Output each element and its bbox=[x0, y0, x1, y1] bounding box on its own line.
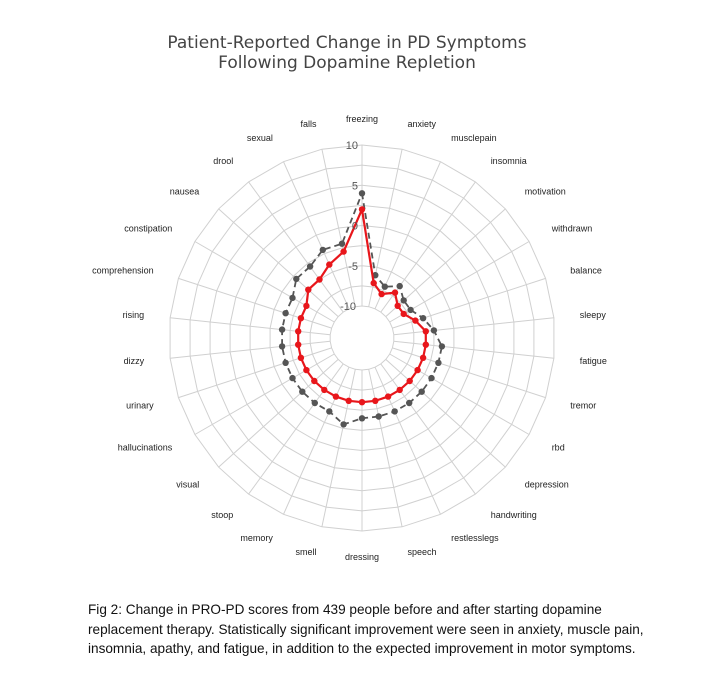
grid-spoke bbox=[369, 369, 402, 527]
series-2-point-stoop bbox=[321, 387, 327, 393]
axis-label-hallucinations: hallucinations bbox=[117, 442, 173, 453]
series-2-point-drool bbox=[316, 276, 322, 282]
caption-line-1: Fig 2: Change in PRO-PD scores from 439 people before and after starting dopamine bbox=[88, 602, 602, 617]
radial-tick-label: 0 bbox=[351, 220, 358, 233]
grid-spoke bbox=[195, 354, 334, 435]
series-1-point-freezing bbox=[359, 190, 365, 196]
series-1-point-rbd bbox=[428, 375, 434, 381]
axis-label-depression: depression bbox=[524, 479, 569, 490]
series-1-point-balance bbox=[420, 315, 426, 321]
series-1-point-withdrawn bbox=[407, 307, 413, 313]
caption-line-2: replacement therapy. Statistically significant improvement were seen in anxiety, muscle pain, bbox=[88, 621, 644, 637]
series-1-point-constipation bbox=[289, 295, 295, 301]
grid-spoke bbox=[284, 367, 350, 514]
axis-label-anxiety: anxiety bbox=[407, 118, 437, 129]
axis-label-tremor: tremor bbox=[570, 400, 597, 411]
grid-spoke bbox=[381, 364, 476, 494]
axis-label-smell: smell bbox=[295, 547, 317, 558]
series-2-point-sleepy bbox=[423, 328, 429, 334]
grid-spoke bbox=[322, 149, 355, 307]
axis-label-urinary: urinary bbox=[126, 400, 154, 411]
series-1-point-visual bbox=[299, 389, 305, 395]
grid-spoke bbox=[284, 162, 350, 309]
figure-caption bbox=[88, 600, 688, 659]
axis-label-fatigue: fatigue bbox=[579, 355, 607, 366]
grid-spoke bbox=[375, 367, 441, 514]
series-2-point-constipation bbox=[303, 303, 309, 309]
series-2-point-rising bbox=[295, 328, 301, 334]
axis-label-falls: falls bbox=[300, 118, 317, 129]
axis-label-speech: speech bbox=[407, 547, 437, 558]
series-1-point-comprehension bbox=[282, 310, 288, 316]
series-1-point-dressing bbox=[359, 415, 365, 421]
axis-label-dizzy: dizzy bbox=[123, 355, 145, 366]
series-2-point-sexual bbox=[326, 261, 332, 267]
axis-label-drool: drool bbox=[213, 155, 234, 166]
grid-spoke bbox=[322, 369, 355, 527]
series-2-point-smell bbox=[346, 398, 352, 404]
series-1-point-stoop bbox=[312, 400, 318, 406]
axis-label-stoop: stoop bbox=[211, 510, 234, 521]
axis-label-insomnia: insomnia bbox=[490, 155, 527, 166]
series-2-point-visual bbox=[311, 378, 317, 384]
axis-label-memory: memory bbox=[240, 533, 273, 544]
axis-label-rising: rising bbox=[122, 310, 145, 321]
series-2-point-balance bbox=[412, 317, 418, 323]
series-1-point-rising bbox=[279, 326, 285, 332]
series-2-point-dizzy bbox=[295, 342, 301, 348]
chart-title-line-1: Patient-Reported Change in PD Symptoms bbox=[167, 33, 527, 53]
series-1-point-tremor bbox=[435, 360, 441, 366]
series-1-point-restlesslegs bbox=[392, 408, 398, 414]
series-2-point-anxiety bbox=[371, 280, 377, 286]
series-1-point-sexual bbox=[320, 247, 326, 253]
series-1-point-speech bbox=[376, 413, 382, 419]
axis-label-motivation: motivation bbox=[524, 186, 566, 197]
radar-grid bbox=[170, 145, 554, 531]
grid-spoke bbox=[390, 354, 529, 435]
series-1-point-sleepy bbox=[431, 327, 437, 333]
axis-label-freezing: freezing bbox=[345, 114, 379, 124]
series-2-point-handwriting bbox=[397, 387, 403, 393]
series-1-point-depression bbox=[419, 389, 425, 395]
series-2-point-fatigue bbox=[423, 342, 429, 348]
radial-tick-label: 10 bbox=[345, 140, 358, 152]
caption-line-3: insomnia, apathy, and fatigue, in addition to the expected improvement in motor symptoms. bbox=[88, 641, 636, 656]
axis-label-restlesslegs: restlesslegs bbox=[451, 533, 499, 544]
series-2-point-hallucinations bbox=[303, 367, 309, 373]
series-1-point-memory bbox=[326, 408, 332, 414]
series-2-point-falls bbox=[340, 248, 346, 254]
series-1-point-drool bbox=[307, 263, 313, 269]
radial-tick-label: -5 bbox=[348, 260, 358, 273]
series-1-point-dizzy bbox=[279, 343, 285, 349]
radial-tick-label: -10 bbox=[340, 301, 356, 313]
series-1-point-musclepain bbox=[382, 284, 388, 290]
radial-tick-label: 5 bbox=[351, 180, 358, 193]
series-2-point-freezing bbox=[359, 206, 365, 212]
series-1-point-falls bbox=[339, 241, 345, 247]
series-1-point-hallucinations bbox=[289, 375, 295, 381]
axis-label-withdrawn: withdrawn bbox=[551, 223, 593, 234]
series-2-point-rbd bbox=[414, 367, 420, 373]
series-1-point-nausea bbox=[293, 276, 299, 282]
axis-label-constipation: constipation bbox=[124, 223, 173, 234]
series-2-point-comprehension bbox=[298, 315, 304, 321]
axis-label-dressing: dressing bbox=[344, 552, 380, 562]
series-2-point-tremor bbox=[420, 355, 426, 361]
series-2-point-restlesslegs bbox=[385, 393, 391, 399]
series-2-point-insomnia bbox=[392, 289, 398, 295]
grid-spoke bbox=[249, 364, 344, 494]
grid-ring bbox=[330, 306, 394, 370]
series-2-point-motivation bbox=[395, 303, 401, 309]
series-2-point-withdrawn bbox=[401, 311, 407, 317]
series-2-point-depression bbox=[407, 378, 413, 384]
series-2-point-musclepain bbox=[378, 291, 384, 297]
axis-label-nausea: nausea bbox=[169, 186, 200, 197]
axis-label-musclepain: musclepain bbox=[451, 132, 497, 143]
series-1-point-smell bbox=[340, 421, 346, 427]
axis-label-balance: balance bbox=[570, 265, 602, 276]
axis-label-sleepy: sleepy bbox=[579, 310, 606, 321]
series-1-point-fatigue bbox=[439, 343, 445, 349]
series-2-point-dressing bbox=[359, 399, 365, 405]
axis-label-visual: visual bbox=[176, 479, 200, 490]
axis-label-sexual: sexual bbox=[246, 132, 273, 143]
axis-label-handwriting: handwriting bbox=[490, 510, 537, 521]
series-1-point-urinary bbox=[282, 360, 288, 366]
axis-label-comprehension: comprehension bbox=[92, 265, 154, 276]
series-2-point-memory bbox=[333, 393, 339, 399]
series-1-point-insomnia bbox=[397, 283, 403, 289]
series-2-point-speech bbox=[372, 398, 378, 404]
axis-labels bbox=[92, 114, 607, 562]
grid-spoke bbox=[195, 242, 334, 323]
series-2-point-urinary bbox=[298, 355, 304, 361]
series-1-point-motivation bbox=[401, 297, 407, 303]
series-1-point-handwriting bbox=[406, 400, 412, 406]
series-2-point-nausea bbox=[305, 287, 311, 293]
axis-label-rbd: rbd bbox=[551, 442, 565, 453]
chart-title-line-2: Following Dopamine Repletion bbox=[218, 53, 476, 73]
